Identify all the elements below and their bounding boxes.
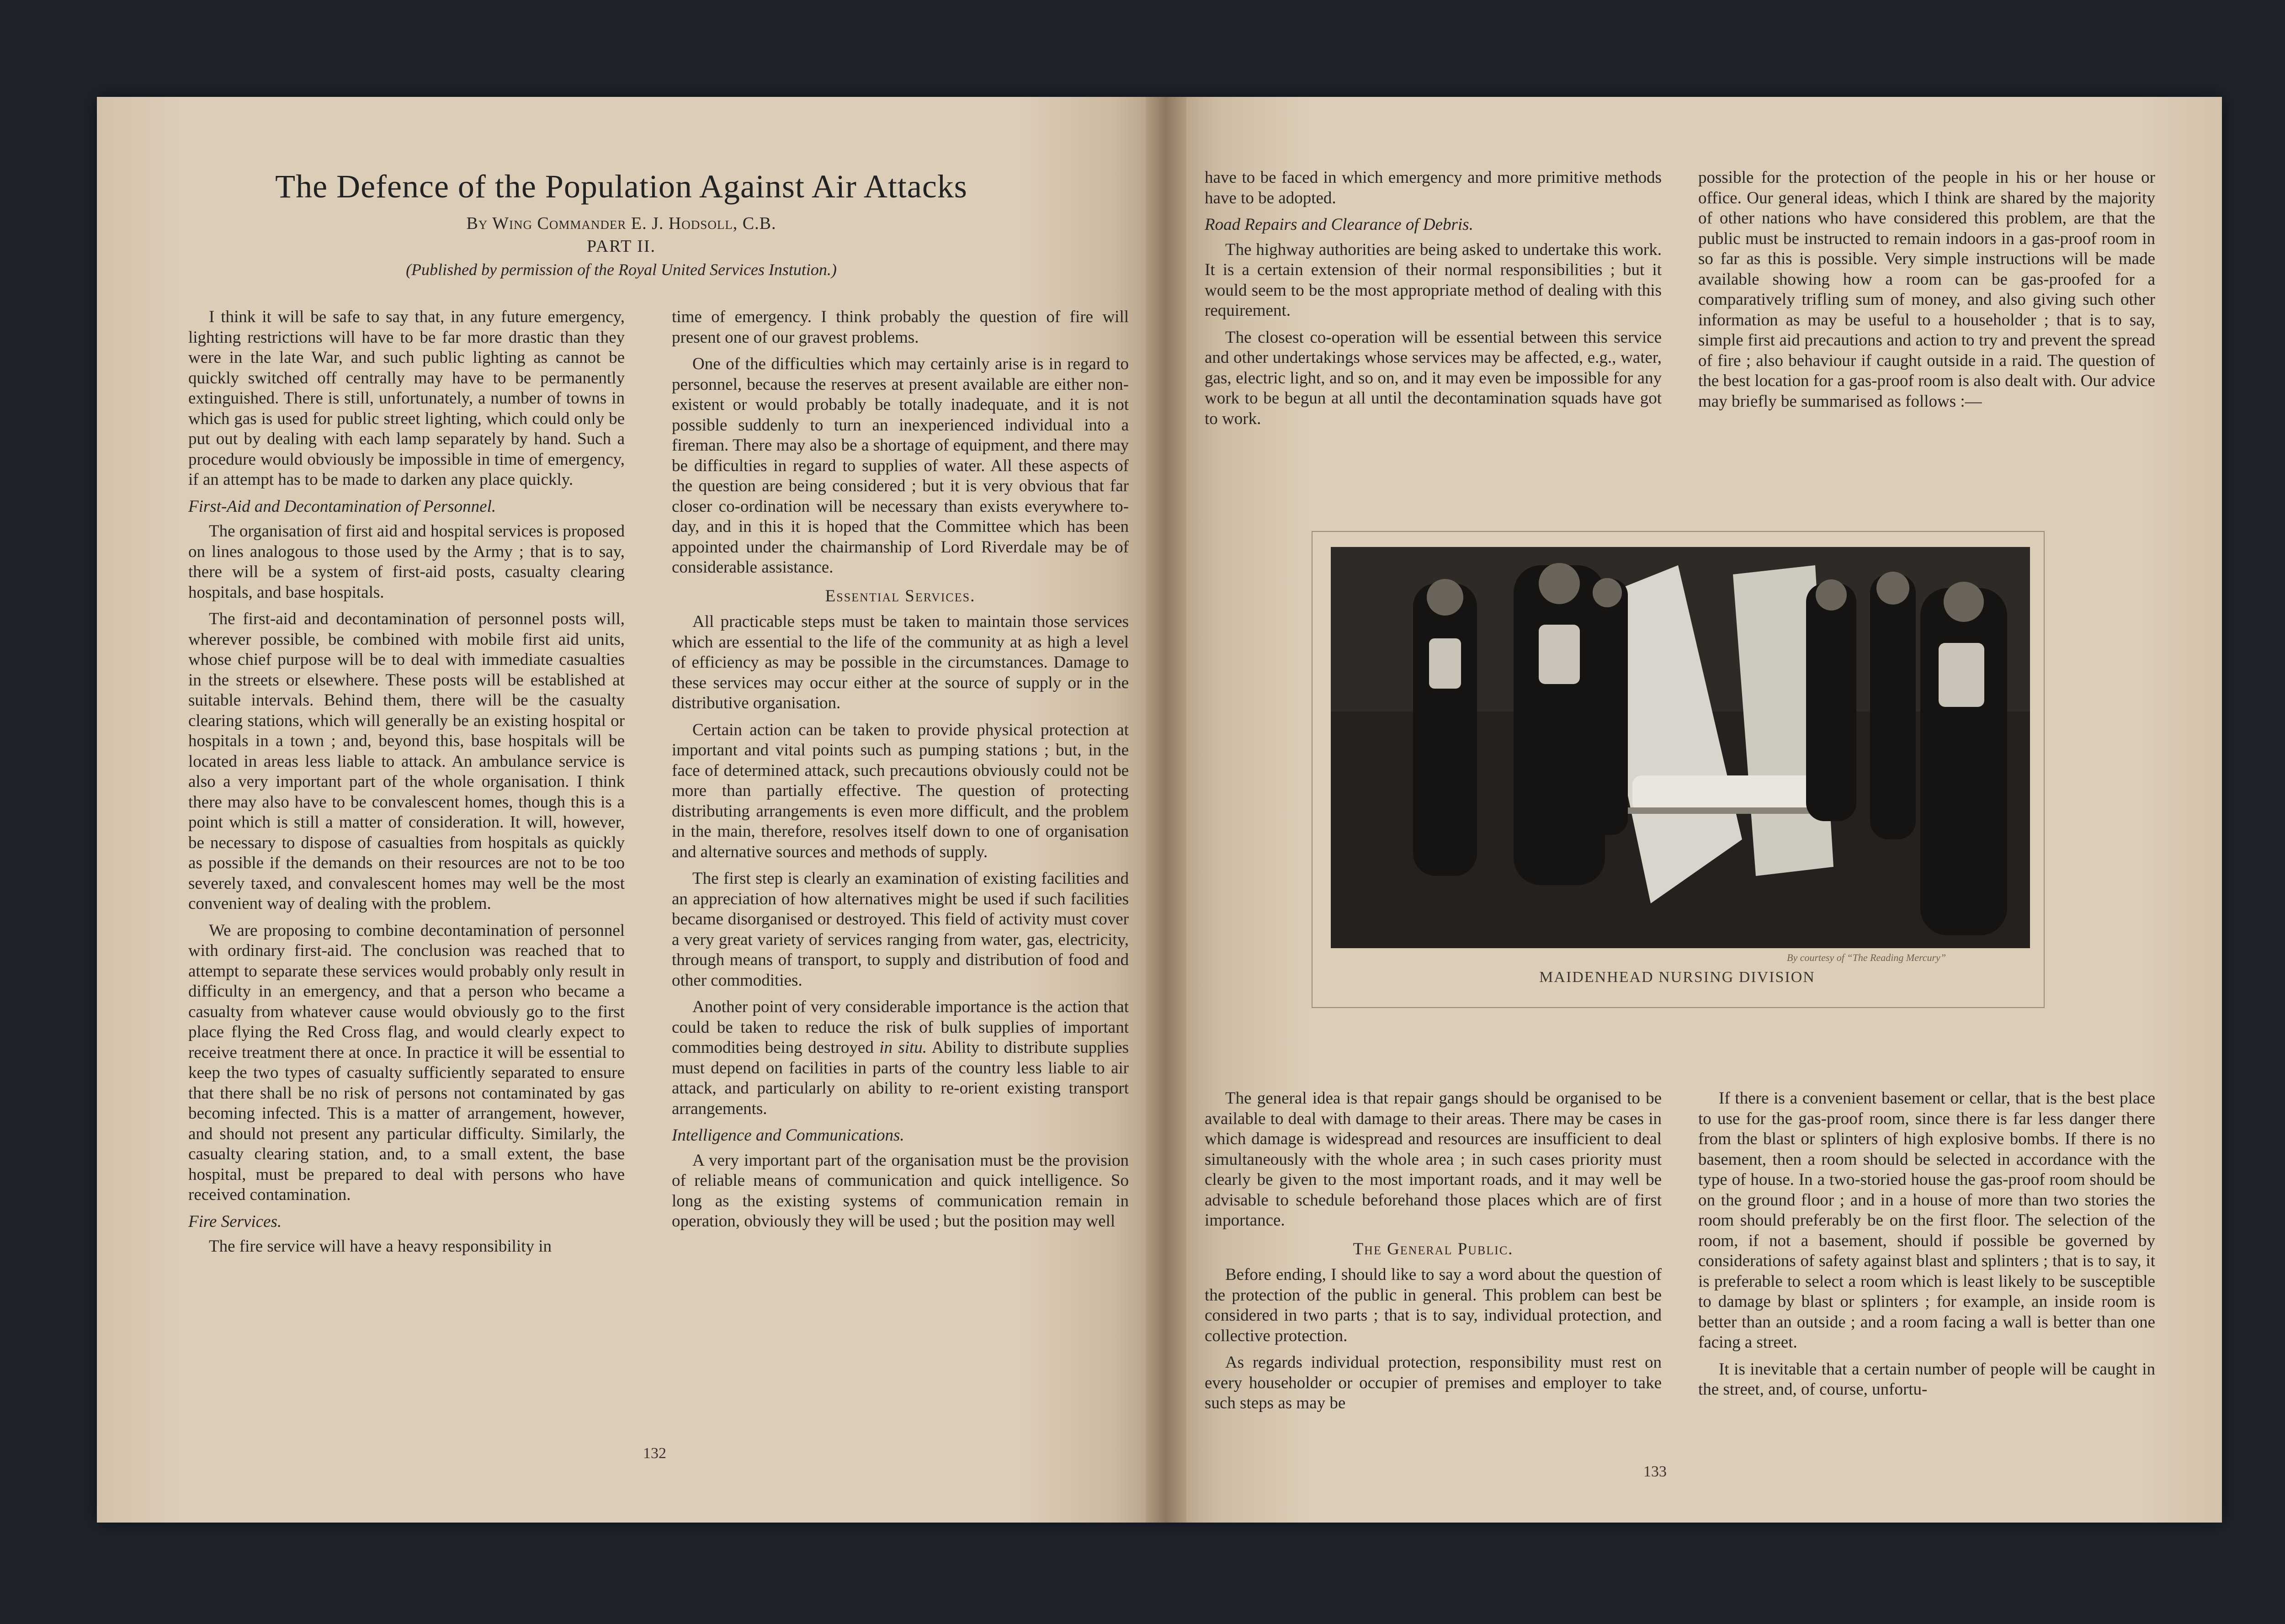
- photo-credit: By courtesy of “The Reading Mercury”: [1787, 952, 1946, 963]
- paragraph: have to be faced in which emergency and more primitive methods have to be adopted.: [1205, 168, 1662, 207]
- paragraph: The first step is clearly an examination of existing facilities and an appreciation of how alternatives might be used if such facilities became disorganised or destroyed. This field of activity must cover a very great variety of services ranging from water, gas, electricity, through means of transport, to supply and distribution of food and other commodities.: [672, 869, 1129, 990]
- section-heading: The General Public.: [1353, 1239, 1514, 1258]
- binding-gutter: [1146, 97, 1186, 1523]
- paragraph: Certain action can be taken to provide physical protection at important and vital points such as pumping stations ; but, in the face of determined attack, such precautions obviously could not be more than partially effective. The question of protecting distributing arrangements is even more difficult, and the problem in the main, therefore, resolves itself down to one of organisation and alternative sources and methods of supply.: [672, 720, 1129, 861]
- photo-caption: MAIDENHEAD NURSING DIVISION: [1539, 969, 1815, 986]
- paragraph: The highway authorities are being asked to undertake this work. It is a certain extension of their normal responsibilities ; but it would seem to be the most appropriate method of dealing with this requirement.: [1205, 240, 1662, 320]
- page-number: 133: [1643, 1463, 1667, 1480]
- left-column-1: [188, 307, 625, 1263]
- paragraph: The organisation of first aid and hospital services is proposed on lines analogous to those used by the Army ; that is to say, there will be a system of first-aid posts, casualty clearing hospitals, and base hospitals.: [188, 522, 625, 602]
- paragraph: [672, 997, 1129, 1119]
- section-heading: First-Aid and Decontamination of Personnel.: [188, 497, 496, 516]
- paragraph: The general idea is that repair gangs should be organised to be available to deal with damage to their areas. There may be cases in which damage is widespread and resources are insufficient to deal simultaneously with the whole area ; in such cases priority must clearly be given to the most important roads, and it may well be advisable to schedule beforehand those places which are of first importance.: [1205, 1089, 1662, 1230]
- left-column-2: [672, 307, 1129, 1238]
- photograph-nurses-in-gas-masks: [1331, 547, 2030, 948]
- article-title: The Defence of the Population Against Air Attacks: [275, 168, 967, 205]
- paragraph: Before ending, I should like to say a word about the question of the protection of the public in general. This problem can best be considered in two parts ; that is to say, individual protection, and collective protection.: [1205, 1265, 1662, 1345]
- paragraph: A very important part of the organisation must be the provision of reliable means of communication and quick intelligence. So long as the existing systems of communication remain in operation, obviously they will be used ; but the position may well: [672, 1151, 1129, 1231]
- right-column-2-top: [1698, 168, 2155, 418]
- section-heading: Road Repairs and Clearance of Debris.: [1205, 215, 1473, 234]
- left-page: [97, 97, 1146, 1523]
- paragraph: One of the difficulties which may certainly arise is in regard to personnel, because the reserves at present available are either non-existent or would probably be totally inadequate, and it is not possible suddenly to turn an inexperienced individual into a fireman. There may also be a shortage of equipment, and there may be difficulties in regard to supplies of water. All these aspects of the question are being considered ; but it is very obvious that far closer co-ordination will be necessary than exists everywhere to-day, and in this it is hoped that the Committee which has been appointed under the chairmanship of Lord Riverdale may be of considerable assistance.: [672, 355, 1129, 577]
- publication-note: (Published by permission of the Royal United Services Instution.): [406, 260, 837, 279]
- page-number: 132: [643, 1445, 666, 1462]
- section-heading: Fire Services.: [188, 1212, 282, 1231]
- paragraph-text: Another point of very considerable importance is the action that could be taken to reduce the risk of bulk supplies of important commodities being destroyed: [672, 998, 1129, 1057]
- section-heading: Intelligence and Communications.: [672, 1126, 904, 1145]
- photo-illustration: [1331, 547, 2030, 948]
- right-column-1-top: [1205, 168, 1662, 435]
- paragraph: I think it will be safe to say that, in any future emergency, lighting restrictions will have to be far more drastic than they were in the late War, and such public lighting as cannot be quickly switched off centrally may have to be permanently extinguished. There is still, unfortunately, a number of towns in which gas is used for public street lighting, which could only be put out by dealing with each lamp separately by hand. Such a procedure would obviously be impossible in time of emergency, if an attempt has to be made to darken any place quickly.: [188, 308, 625, 489]
- paragraph: The closest co-operation will be essential between this service and other undertakings whose services may be affected, e.g., water, gas, electric light, and so on, and it may even be impossible for any work to be begun at all until the decontamination squads have got to work.: [1205, 328, 1662, 428]
- right-column-2-bottom: [1698, 1088, 2155, 1406]
- paragraph: If there is a convenient basement or cellar, that is the best place to use for the gas-proof room, since there is far less danger there from the blast or splinters of high explosive bombs. If there is no basement, then a room should be selected in accordance with the type of house. In a two-storied house the gas-proof room should be on the ground floor ; and in a house of more than two stories the room should preferably be on the first floor. The selection of the room, if not a basement, should if possible be governed by considerations of safety against blast and splinters ; that is to say, it is preferable to select a room which is least likely to be susceptible to damage by blast or splinters ; for example, an inside room is better than an outside ; and a room facing a wall is better than one facing a street.: [1698, 1089, 2155, 1352]
- article-part: PART II.: [587, 237, 656, 256]
- section-heading: Essential Services.: [825, 586, 976, 605]
- article-byline: By Wing Commander E. J. Hodsoll, C.B.: [466, 214, 776, 233]
- italic-phrase: in situ.: [879, 1038, 927, 1057]
- paragraph: It is inevitable that a certain number of people will be caught in the street, and, of course, unfortu-: [1698, 1359, 2155, 1399]
- paragraph: time of emergency. I think probably the question of fire will present one of our gravest problems.: [672, 308, 1129, 347]
- paragraph: The first-aid and decontamination of personnel posts will, wherever possible, be combined with mobile first aid units, whose chief purpose will be to deal with immediate casualties in the streets or elsewhere. These posts will be established at suitable intervals. Behind them, there will be the casualty clearing stations, which will generally be an existing hospital or hospitals in a town ; and, beyond this, base hospitals will be located in areas less liable to attack. An ambulance service is also a very important part of the whole organisation. I think there may also have to be convalescent homes, though this is a point which is still a matter of consideration. It will, however, be necessary to dispose of casualties from hospitals as quickly as possible if the demands on their resources are not to be too severely taxed, and convalescent homes may well be the most convenient way of dealing with the problem.: [188, 610, 625, 913]
- paragraph: possible for the protection of the people in his or her house or office. Our general ideas, which I think are shared by the majority of other nations who have considered this problem, are that the public must be instructed to remain indoors in a gas-proof room in so far as this is possible. Very simple instructions will be made available showing how a room can be gas-proofed for a comparatively trifling sum of money, and also giving such other information as may be useful to a householder ; that is to say, simple first aid precautions and action to try and prevent the spread of fire ; also behaviour if caught outside in a raid. The question of the best location for a gas-proof room is also dealt with. Our advice may briefly be summarised as follows :—: [1698, 168, 2155, 411]
- paragraph: As regards individual protection, responsibility must rest on every householder or occupier of premises and employer to take such steps as may be: [1205, 1353, 1662, 1412]
- paragraph: The fire service will have a heavy responsibility in: [209, 1237, 552, 1256]
- paragraph: We are proposing to combine decontamination of personnel with ordinary first-aid. The conclusion was reached that to attempt to separate these services would probably only result in difficulty in an emergency, and that a person who became a casualty from whatever cause would obviously go to the first place flying the Red Cross flag, and would clearly expect to receive treatment there at once. In practice it will be essential to keep the two types of casualty sufficiently separated to ensure that there shall be no risk of persons not contaminated by gas becoming infected. This is a matter of arrangement, however, and should not present any particular difficulty. Similarly, the casualty clearing station, and, to a small extent, the base hospital, must be prepared to deal with persons who have received contamination.: [188, 921, 625, 1204]
- paragraph-text: Ability to distribute supplies must depend on facilities in parts of the country less liable to air attack, and particularly on ability to re-orient existing transport arrangements.: [672, 1038, 1129, 1118]
- right-column-1-bottom: [1205, 1088, 1662, 1420]
- paragraph: All practicable steps must be taken to maintain those services which are essential to the life of the community at as high a level of efficiency as may be possible in the circumstances. Damage to these services may occur either at the source of supply or in the distributive organisation.: [672, 612, 1129, 712]
